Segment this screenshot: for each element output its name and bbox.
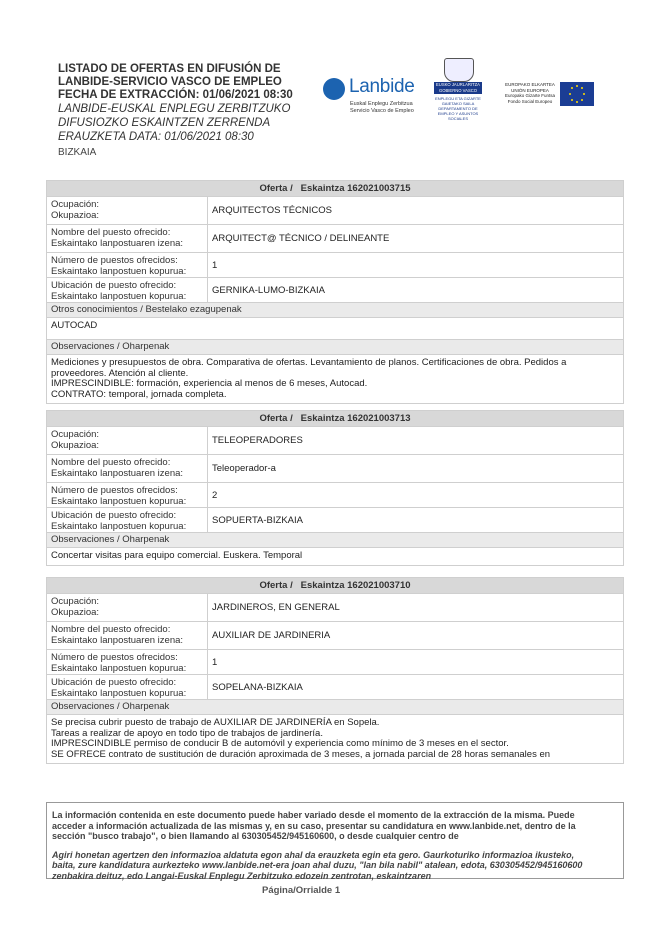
- nombre-label: Nombre del puesto ofrecido: Eskaintako lanpostuaren izena:: [51, 624, 184, 646]
- ocupacion-value: JARDINEROS, EN GENERAL: [207, 594, 623, 621]
- eu-logo-text: EUROPAKO ELKARTEA UNIÓN EUROPEA Europako Gizarte Funtsa Fondo Social Europeo: [504, 82, 556, 104]
- observaciones-header: Observaciones / Oharpenak: [47, 339, 623, 354]
- offer-id: 162021003713: [347, 413, 411, 424]
- ocupacion-value: ARQUITECTOS TÉCNICOS: [207, 197, 623, 224]
- ubicacion-value: SOPUERTA-BIZKAIA: [207, 508, 623, 532]
- nombre-value: ARQUITECT@ TÉCNICO / DELINEANTE: [207, 225, 623, 252]
- lanbide-logo-text: Lanbide: [349, 76, 415, 97]
- title-es-line-2: LANBIDE-SERVICIO VASCO DE EMPLEO: [58, 76, 282, 88]
- observaciones-text: Se precisa cubrir puesto de trabajo de AUXILIAR DE JARDINERÍA en Sopela. Tareas a realizar de apoyo en todo tipo de trabajos de jardinería. IMPRESCINDIBLE permiso de conducir B de automóvil y experiencia como mínimo de 3 meses en el sector. SE OFRECE contrato de sustitución de duración aproximada de 3 meses, a jornada parcial de 28 horas semanales en: [47, 714, 623, 763]
- offer-id: 162021003715: [347, 183, 411, 194]
- numero-value: 2: [207, 483, 623, 507]
- gobierno-vasco-label: EUSKO JAURLARITZA GOBIERNO VASCO: [434, 82, 482, 94]
- numero-label: Número de puestos ofrecidos: Eskaintako lanpostuen kopurua:: [51, 255, 187, 277]
- offer-id: 162021003710: [347, 580, 411, 591]
- notice-eu: Agiri honetan agertzen den informazioa aldatuta egon ahal da erauzketa egin eta gero. Gaurkoturiko informazioa ikusteko, baita, zure kandidatura aurkezteko www.lanbide.net-era joan ahal duzu, "lan bila nabil" atalean, edota, 630305452/945160600 zenbakira deituz, edo Langai-Euskal Enplegu Zerbitzuko edozein zentrotan, eskaintzaren: [52, 849, 583, 881]
- offer-card: [46, 180, 624, 404]
- numero-label: Número de puestos ofrecidos: Eskaintako lanpostuen kopurua:: [51, 652, 187, 674]
- shield-icon: [444, 58, 474, 82]
- otros-conocimientos-value: AUTOCAD: [47, 317, 623, 339]
- offer-card: [46, 410, 624, 566]
- offer-header: Oferta / Eskaintza 162021003710: [47, 578, 623, 593]
- province: BIZKAIA: [58, 147, 97, 158]
- numero-value: 1: [207, 650, 623, 674]
- ubicacion-value: GERNIKA-LUMO-BIZKAIA: [207, 278, 623, 302]
- ocupacion-value: TELEOPERADORES: [207, 427, 623, 454]
- page-number: Página/Orrialde 1: [262, 885, 341, 896]
- observaciones-text: Mediciones y presupuestos de obra. Comparativa de ofertas. Levantamiento de planos. Certificaciones de obra. Pedidos a proveedores. Atención al cliente. IMPRESCINDIBLE: formación, experiencia al menos de 6 meses, Autocad. CONTRATO: temporal, jornada completa.: [47, 354, 623, 403]
- ocupacion-label: Ocupación: Okupazioa:: [51, 199, 100, 221]
- ocupacion-label: Ocupación: Okupazioa:: [51, 596, 100, 618]
- observaciones-text: Concertar visitas para equipo comercial. Euskera. Temporal: [47, 547, 623, 565]
- lanbide-logo: [323, 76, 423, 118]
- otros-conocimientos-header: Otros conocimientos / Bestelako ezagupenak: [47, 302, 623, 317]
- observaciones-header: Observaciones / Oharpenak: [47, 699, 623, 714]
- ocupacion-label: Ocupación: Okupazioa:: [51, 429, 100, 451]
- ubicacion-label: Ubicación de puesto ofrecido: Eskaintako lanpostuen kopurua:: [51, 280, 187, 302]
- lanbide-logo-sub: Euskal Enplegu Zerbitzua Servicio Vasco de Empleo: [350, 101, 414, 114]
- title-eu-line-2: DIFUSIOZKO ESKAINTZEN ZERRENDA: [58, 117, 271, 129]
- department-label: ENPLEGU ETA GIZARTE GAIETAKO SAILA DEPARTAMENTO DE EMPLEO Y ASUNTOS SOCIALES: [435, 96, 481, 121]
- gobierno-vasco-logo: [432, 58, 484, 121]
- footer-notice: [46, 802, 624, 879]
- nombre-value: Teleoperador-a: [207, 455, 623, 482]
- european-union-logo: [502, 82, 594, 108]
- nombre-label: Nombre del puesto ofrecido: Eskaintako lanpostuaren izena:: [51, 227, 184, 249]
- lanbide-mark-icon: [323, 78, 345, 100]
- ubicacion-value: SOPELANA-BIZKAIA: [207, 675, 623, 699]
- notice-es: La información contenida en este documento puede haber variado desde el momento de la extracción de la misma. Puede acceder a información actualizada de las mismas y, en su caso, presentar su candidatura en www.lanbide.net, dentro de la sección "busco trabajo", o bien llamando al 630305452/945160600, o desde cualquier centro de: [52, 810, 576, 842]
- offer-header: Oferta / Eskaintza 162021003713: [47, 411, 623, 426]
- nombre-label: Nombre del puesto ofrecido: Eskaintako lanpostuaren izena:: [51, 457, 184, 479]
- ubicacion-label: Ubicación de puesto ofrecido: Eskaintako lanpostuen kopurua:: [51, 510, 187, 532]
- observaciones-header: Observaciones / Oharpenak: [47, 532, 623, 547]
- title-eu-line-3: ERAUZKETA DATA: 01/06/2021 08:30: [58, 131, 254, 143]
- eu-flag-icon: [560, 82, 594, 106]
- offer-card: [46, 577, 624, 764]
- numero-value: 1: [207, 253, 623, 277]
- title-eu-line-1: LANBIDE-EUSKAL ENPLEGU ZERBITZUKO: [58, 103, 291, 115]
- numero-label: Número de puestos ofrecidos: Eskaintako lanpostuen kopurua:: [51, 485, 187, 507]
- ubicacion-label: Ubicación de puesto ofrecido: Eskaintako lanpostuen kopurua:: [51, 677, 187, 699]
- document-header: [58, 63, 318, 158]
- title-es-line-1: LISTADO DE OFERTAS EN DIFUSIÓN DE: [58, 63, 281, 75]
- offer-header: Oferta / Eskaintza 162021003715: [47, 181, 623, 196]
- title-es-line-3: FECHA DE EXTRACCIÓN: 01/06/2021 08:30: [58, 89, 293, 101]
- nombre-value: AUXILIAR DE JARDINERIA: [207, 622, 623, 649]
